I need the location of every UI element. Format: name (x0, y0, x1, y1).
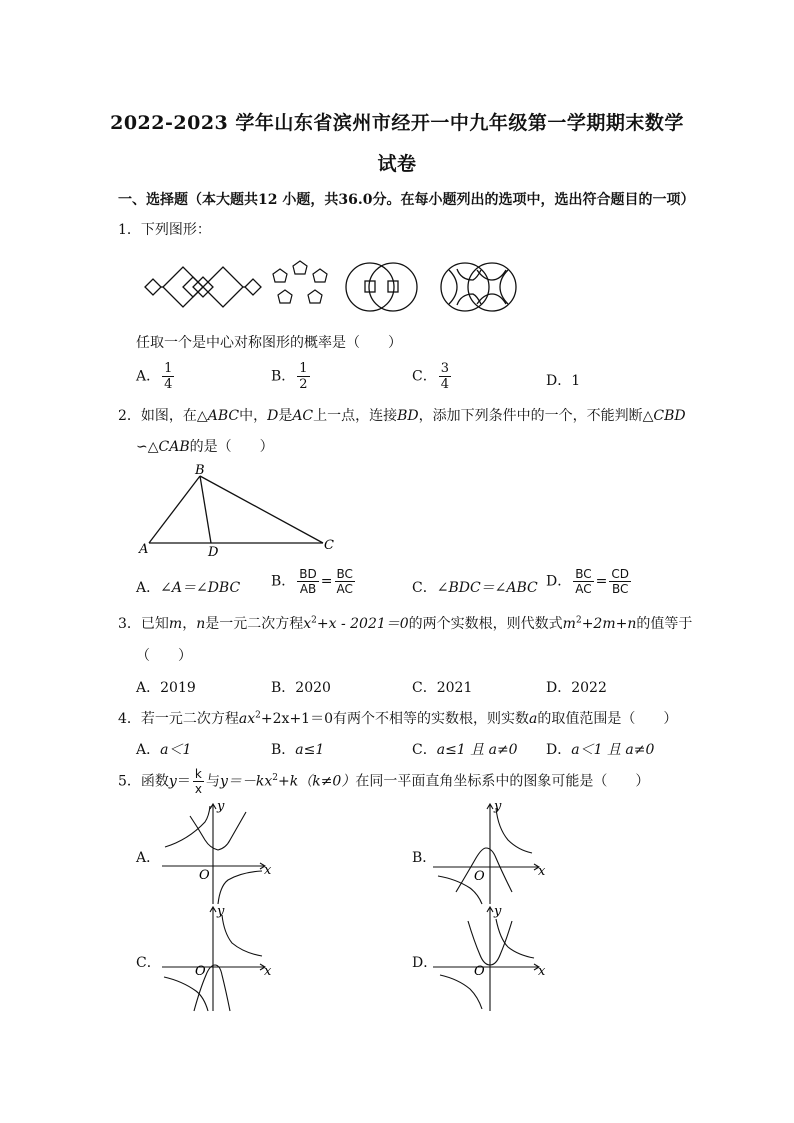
q4-option-d[interactable] (546, 739, 654, 759)
var: a (528, 711, 538, 727)
option-label: A． (136, 580, 161, 596)
question-2-stem-line2 (136, 436, 274, 456)
text: 的两个实数根，则代数式 (408, 616, 563, 632)
text: 函数 (140, 773, 169, 790)
text: 是 (278, 408, 293, 424)
diamond-chain-figure (145, 267, 261, 307)
text: ∽△ (136, 439, 159, 455)
origin-label: O (474, 869, 485, 884)
exponent: 2 (272, 772, 278, 783)
expression: m (562, 616, 576, 632)
text: ，添加下列条件中的一个，不能判断△ (418, 408, 654, 424)
fraction-denominator: 4 (164, 377, 173, 392)
option-label: C． (412, 742, 437, 758)
var: CAB (158, 439, 190, 455)
option-label: B． (271, 573, 296, 590)
q2-option-a[interactable] (136, 577, 240, 597)
text: 与 (205, 773, 220, 790)
option-value: 1 (571, 373, 581, 389)
label-b: B (195, 463, 205, 478)
fraction-numerator: BC (575, 567, 592, 581)
question-number: 3． (118, 616, 141, 632)
exponent: 2 (255, 710, 261, 721)
equation: x (303, 616, 312, 632)
question-number: 5． (118, 773, 141, 790)
fraction-numerator: 3 (440, 361, 449, 376)
option-label: B． (271, 368, 296, 385)
axis-y-label: y (494, 904, 502, 919)
text: 中， (239, 408, 268, 424)
option-value: 2021 (436, 680, 473, 696)
q4-option-c[interactable] (412, 739, 518, 759)
option-label: D． (546, 373, 572, 389)
text: 有两个不相等的实数根，则实数 (332, 711, 529, 727)
q1-option-d[interactable] (546, 370, 580, 390)
exponent: 2 (311, 615, 317, 626)
q5-graph-a[interactable] (160, 800, 280, 908)
fraction-numerator: BC (336, 567, 353, 581)
question-3-stem (118, 613, 692, 633)
q3-option-a[interactable] (136, 677, 196, 697)
fraction-denominator: AB (299, 582, 317, 596)
fraction-denominator: BC (611, 582, 629, 596)
q1-option-a[interactable] (136, 362, 176, 391)
question-5-stem (118, 768, 649, 795)
axis-x-label: x (264, 964, 272, 979)
label-d: D (208, 545, 219, 560)
fraction-numerator: 1 (299, 361, 308, 376)
q5-option-b-label[interactable]: B． (412, 850, 437, 866)
text: 是一元二次方程 (205, 616, 304, 632)
option-text: a＜1 且 a≠0 (571, 742, 655, 758)
var: y (219, 773, 228, 790)
q5-graph-c[interactable] (160, 903, 280, 1015)
option-text: ∠BDC＝∠ABC (436, 580, 538, 596)
equation: ＝－kx (227, 773, 273, 790)
option-text: a≤1 且 a≠0 (436, 742, 518, 758)
option-label: D． (546, 742, 572, 758)
option-label: C． (412, 680, 437, 696)
q5-graph-d[interactable] (430, 903, 555, 1015)
fraction-numerator: CD (611, 567, 629, 581)
text: 已知 (140, 616, 169, 632)
q5-option-a-label[interactable]: A． (136, 850, 161, 866)
axis-y-label: y (494, 800, 502, 814)
equation: +x - 2021＝0 (316, 616, 409, 632)
var: CBD (653, 408, 686, 424)
option-label: B． (271, 742, 296, 758)
var: m (168, 616, 183, 632)
expression: +2m+n (581, 616, 637, 632)
option-text: a＜1 (160, 742, 192, 758)
triangle-figure (138, 460, 348, 560)
text: ＝ (176, 773, 191, 790)
option-label: B． (271, 680, 296, 696)
fraction-numerator: BD (299, 567, 317, 581)
text: 在同一平面直角坐标系中的图象可能是（ ） (355, 773, 650, 790)
option-value: 2022 (571, 680, 607, 696)
fraction-numerator: k (193, 768, 204, 782)
q3-option-c[interactable] (412, 677, 472, 697)
option-label: A． (136, 368, 161, 385)
pentagon-ring-figure (273, 261, 327, 303)
q5-option-c-label[interactable]: C． (136, 955, 161, 971)
option-value: 2020 (295, 680, 331, 696)
fraction-denominator: x (194, 782, 202, 796)
question-3-paren: （ ） (136, 648, 192, 664)
page-title-continued: 试卷 (377, 153, 417, 175)
equation: +2x+1＝0 (260, 711, 333, 727)
question-2-stem (118, 405, 686, 425)
fraction-numerator: 1 (164, 361, 173, 376)
q2-option-c[interactable] (412, 577, 538, 597)
axis-y-label: y (217, 904, 225, 919)
option-label: D． (546, 573, 572, 590)
section-heading: 一、选择题（本大题共12 小题，共36.0分。在每小题列出的选项中，选出符合题目的一项） (118, 192, 695, 208)
option-label: D． (546, 680, 572, 696)
q3-option-d[interactable] (546, 677, 607, 697)
fraction-denominator: 4 (440, 377, 449, 392)
q4-option-a[interactable] (136, 739, 191, 759)
option-text: a≤1 (295, 742, 325, 758)
option-label: A． (136, 742, 161, 758)
question-4-stem (118, 708, 677, 728)
var: ABC (207, 408, 240, 424)
text: 的是（ ） (189, 439, 274, 455)
origin-label: O (199, 868, 210, 883)
question-number: 2． (118, 408, 141, 424)
q4-option-b[interactable] (271, 739, 324, 759)
axis-x-label: x (538, 864, 546, 879)
var: D (267, 408, 279, 424)
axis-x-label: x (264, 863, 272, 878)
q5-graph-b[interactable] (430, 800, 555, 908)
option-label: C． (412, 580, 437, 596)
fraction-denominator: AC (575, 582, 592, 596)
var: BD (397, 408, 419, 424)
text: ， (182, 616, 197, 632)
label-c: C (324, 538, 334, 553)
option-text: ∠A＝∠DBC (160, 580, 241, 596)
question-1-prompt: 任取一个是中心对称图形的概率是（ ） (136, 335, 402, 351)
question-number: 4． (118, 711, 141, 727)
q1-option-c[interactable] (412, 362, 453, 391)
var: AC (292, 408, 314, 424)
equation: +k（k≠0） (278, 773, 356, 790)
origin-label: O (195, 964, 206, 979)
page-title: 2022-2023 学年山东省滨州市经开一中九年级第一学期期末数学 (110, 112, 684, 134)
option-label: A． (136, 680, 161, 696)
coin-circles-figure (346, 263, 417, 311)
axis-x-label: x (538, 964, 546, 979)
text: 若一元二次方程 (140, 711, 239, 727)
equals: = (320, 573, 333, 590)
option-value: 2019 (160, 680, 196, 696)
var: y (168, 773, 177, 790)
text: 上一点，连接 (313, 408, 398, 424)
equals: = (595, 573, 608, 590)
var: n (196, 616, 206, 632)
equation: ax (238, 711, 256, 727)
q1-figures (135, 256, 535, 318)
q3-option-b[interactable] (271, 677, 331, 697)
exponent: 2 (575, 615, 582, 626)
origin-label: O (474, 964, 485, 979)
text: 的值等于 (636, 616, 693, 632)
q2-option-d[interactable] (546, 568, 633, 595)
question-number: 1． (118, 222, 141, 238)
text: 的取值范围是（ ） (537, 711, 678, 727)
q2-option-b[interactable] (271, 568, 357, 595)
text: 如图，在△ (140, 408, 208, 424)
q1-option-b[interactable] (271, 362, 312, 391)
fraction-denominator: 2 (299, 377, 308, 392)
option-label: C． (412, 368, 437, 385)
question-1-stem (118, 219, 211, 239)
q5-option-d-label[interactable]: D． (412, 955, 438, 971)
axis-y-label: y (217, 800, 225, 814)
label-a: A (139, 542, 149, 557)
fraction-denominator: AC (336, 582, 353, 596)
double-circle-figure (441, 263, 516, 311)
question-text: 下列图形： (140, 222, 211, 238)
